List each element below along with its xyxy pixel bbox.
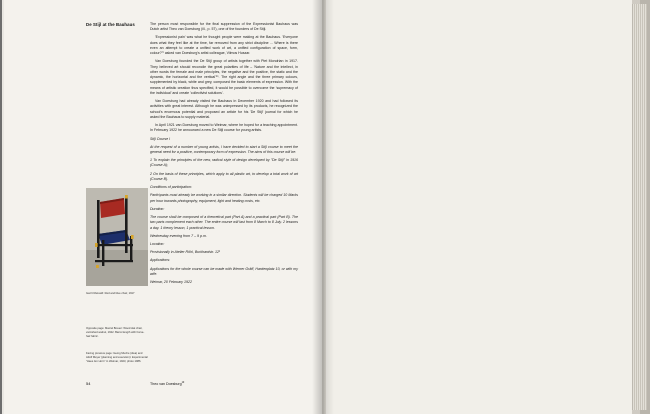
rietveld-chair-illustration: [86, 188, 148, 286]
course-paragraph: Provisionally in Atelier Röhl, Burkhardstr. 12¹: [150, 250, 221, 255]
course-paragraph: At the request of a number of young artists, I have decided to start a Stijl course to meet the general need for a positive, contemporary form of expression. The aims of this course will be:: [150, 144, 298, 154]
course-paragraph: Participants must already be working in a similar direction. Students will be charged 10 Marks per hour towards photography, equipment, light and heating costs, etc.: [150, 193, 298, 203]
photo-caption: Gerrit Rietveld: Red and blue chair, 1917: [86, 292, 135, 295]
photo-caption: Facing previous page: Georg Muche (idea) and Adolf Meyer (planning and execution): Experimental "Haus Am Horn" in Weimar, 1923, photo 1986.: [86, 352, 148, 363]
paragraph: The person most responsible for the final suppression of the Expressionist Bauhaus was Dutch artist Theo van Doesburg (ill., p. 57), one of the founders of De Stijl.: [150, 22, 298, 32]
page-edges: [632, 4, 647, 410]
paragraph: Van Doesburg founded the De Stijl group of artists together with Piet Mondrian in 1917. They believed art should reconcile the great polarities of life – 'Nature and the intellect, in other words the female and male principles, the negative and the positive, the static and the dynamic, the horizontal and the vertical'¹⁰. The right angle and the three primary colours, supplemented by black, white and grey, composed the basic elements of expression. With the means of artistic creation thus specified, it would be possible to overcome the 'supremacy of the individual' and create 'collectivist solutions'.: [150, 59, 298, 95]
right-page: [326, 0, 632, 414]
footer-signature: [150, 381, 184, 386]
course-paragraph: 2 On the basis of these principles, which apply to all plastic art, to develop a total work of art (Course B).: [150, 171, 298, 181]
left-page: [4, 0, 322, 414]
course-subheading: Location:: [150, 241, 165, 246]
paragraph: Van Doesburg had already visited the Bauhaus in December 1920 and had followed its activities with great interest. Although he was unimpressed by its products, he recognized the school's enormous potential and proposed an article for his 'De Stijl' journal for which he asked the Bauhaus to supply material.: [150, 99, 298, 119]
course-heading: Stijl Course I: [150, 137, 171, 142]
paragraph: In April 1921 van Doesburg moved to Weimar, where he hoped for a teaching appointment. In February 1922 he announced a new De Stijl course for young artists.: [150, 122, 298, 133]
body-text-column: [150, 22, 298, 285]
paragraph: 'Expressionist pain' was what he thought people were making at the Bauhaus. 'Everyone does what they feel like at the time, far removed from any strict discipline ... Where is there even an attempt to create a unified work of art, a unified configuration of space, form, colour?'⁹ asked van Doesburg's artist colleague, Vilmos Huszar.: [150, 35, 298, 56]
section-heading: De Stijl at the Bauhaus: [86, 22, 135, 27]
photo-caption: Opposite page: Marcel Breuer: Wood slat chair, varnished walnut, 1922. Barrel length with horse-hair fabric.: [86, 327, 145, 338]
page-number: 54: [86, 381, 91, 386]
rietveld-chair-photo: [86, 188, 148, 286]
course-paragraph: Applications for the whole course can be made with Werner Gräff, Hardenplatz 10, or with my wife.: [150, 266, 298, 276]
course-subheading: Duration:: [150, 206, 165, 211]
course-paragraph: 1 To explain the principles of the new, radical style of design developed by "De Stijl" in 1916 (Course A);: [150, 158, 298, 168]
course-paragraph: Weimar, 20 February 1922: [150, 280, 192, 285]
course-subheading: Conditions of participation:: [150, 185, 192, 190]
course-paragraph: The course shall be composed of a theoretical part (Part A) and a practical part (Part B). The two parts complement each other. The entire course will last from 8 March to 8 July. 2 lessons a day. 1 theory lesson, 1 practical lesson.: [150, 215, 298, 230]
footnote-marker: 10: [181, 381, 185, 384]
footer-signature-text: Theo van Doesburg: [150, 382, 182, 387]
course-subheading: Applications:: [150, 258, 171, 263]
course-paragraph: Wednesday evening from 7 – 9 p.m.: [150, 233, 207, 238]
